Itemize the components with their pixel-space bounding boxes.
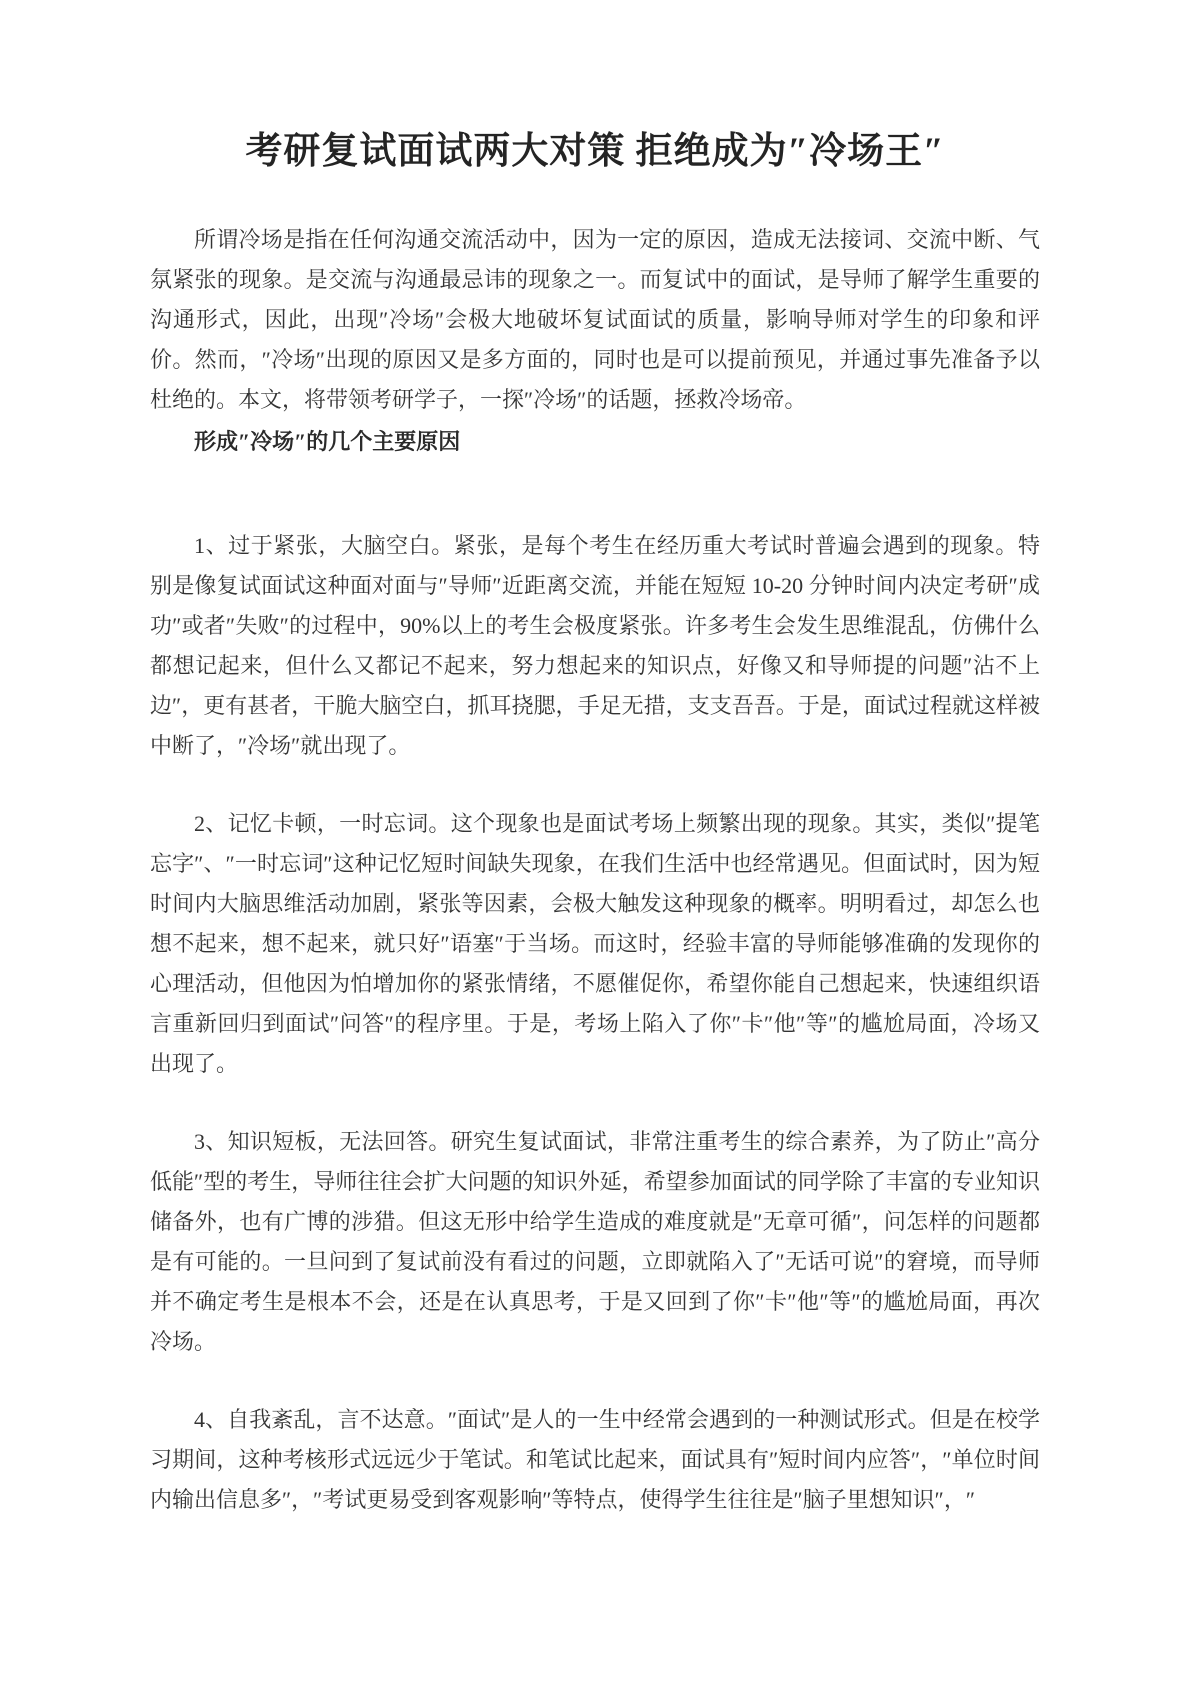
- document-title: 考研复试面试两大对策 拒绝成为″冷场王″: [245, 131, 945, 172]
- paragraph-point-2: 2、记忆卡顿，一时忘词。这个现象也是面试考场上频繁出现的现象。其实，类似″提笔忘字″、″一时忘词″这种记忆短时间缺失现象，在我们生活中也经常遇见。但面试时，因为短时间内大脑思维活动加剧，紧张等因素，会极大触发这种现象的概率。明明看过，却怎么也想不起来，想不起来，就只好″语塞″于当场。而这时，经验丰富的导师能够准确的发现你的心理活动，但他因为怕增加你的紧张情绪，不愿催促你，希望你能自己想起来，快速组织语言重新回归到面试″问答″的程序里。于是，考场上陷入了你″卡″他″等″的尴尬局面，冷场又出现了。: [150, 811, 1040, 1076]
- intro-paragraph: 所谓冷场是指在任何沟通交流活动中，因为一定的原因，造成无法接词、交流中断、气氛紧张的现象。是交流与沟通最忌讳的现象之一。而复试中的面试，是导师了解学生重要的沟通形式，因此，出现″冷场″会极大地破坏复试面试的质量，影响导师对学生的印象和评价。然而，″冷场″出现的原因又是多方面的，同时也是可以提前预见，并通过事先准备予以杜绝的。本文，将带领考研学子，一探″冷场″的话题，拯救冷场帝。: [150, 227, 1040, 412]
- paragraph-point-1: 1、过于紧张，大脑空白。紧张，是每个考生在经历重大考试时普遍会遇到的现象。特别是像复试面试这种面对面与″导师″近距离交流，并能在短短 10-20 分钟时间内决定考研″成功″或者″失败″的过程中，90%以上的考生会极度紧张。许多考生会发生思维混乱，仿佛什么都想记起来，但什么又都记不起来，努力想起来的知识点，好像又和导师提的问题″沾不上边″，更有甚者，干脆大脑空白，抓耳挠腮，手足无措，支支吾吾。于是，面试过程就这样被中断了，″冷场″就出现了。: [150, 533, 1040, 758]
- paragraph-point-3: 3、知识短板，无法回答。研究生复试面试，非常注重考生的综合素养，为了防止″高分低能″型的考生，导师往往会扩大问题的知识外延，希望参加面试的同学除了丰富的专业知识储备外，也有广博的涉猎。但这无形中给学生造成的难度就是″无章可循″，问怎样的问题都是有可能的。一旦问到了复试前没有看过的问题，立即就陷入了″无话可说″的窘境，而导师并不确定考生是根本不会，还是在认真思考，于是又回到了你″卡″他″等″的尴尬局面，再次冷场。: [150, 1129, 1040, 1354]
- paragraph-point-4: 4、自我紊乱，言不达意。″面试″是人的一生中经常会遇到的一种测试形式。但是在校学习期间，这种考核形式远远少于笔试。和笔试比起来，面试具有″短时间内应答″，″单位时间内输出信息多″，″考试更易受到客观影响″等特点，使得学生往往是″脑子里想知识″，″: [150, 1407, 1040, 1512]
- section-heading: 形成″冷场″的几个主要原因: [194, 429, 461, 454]
